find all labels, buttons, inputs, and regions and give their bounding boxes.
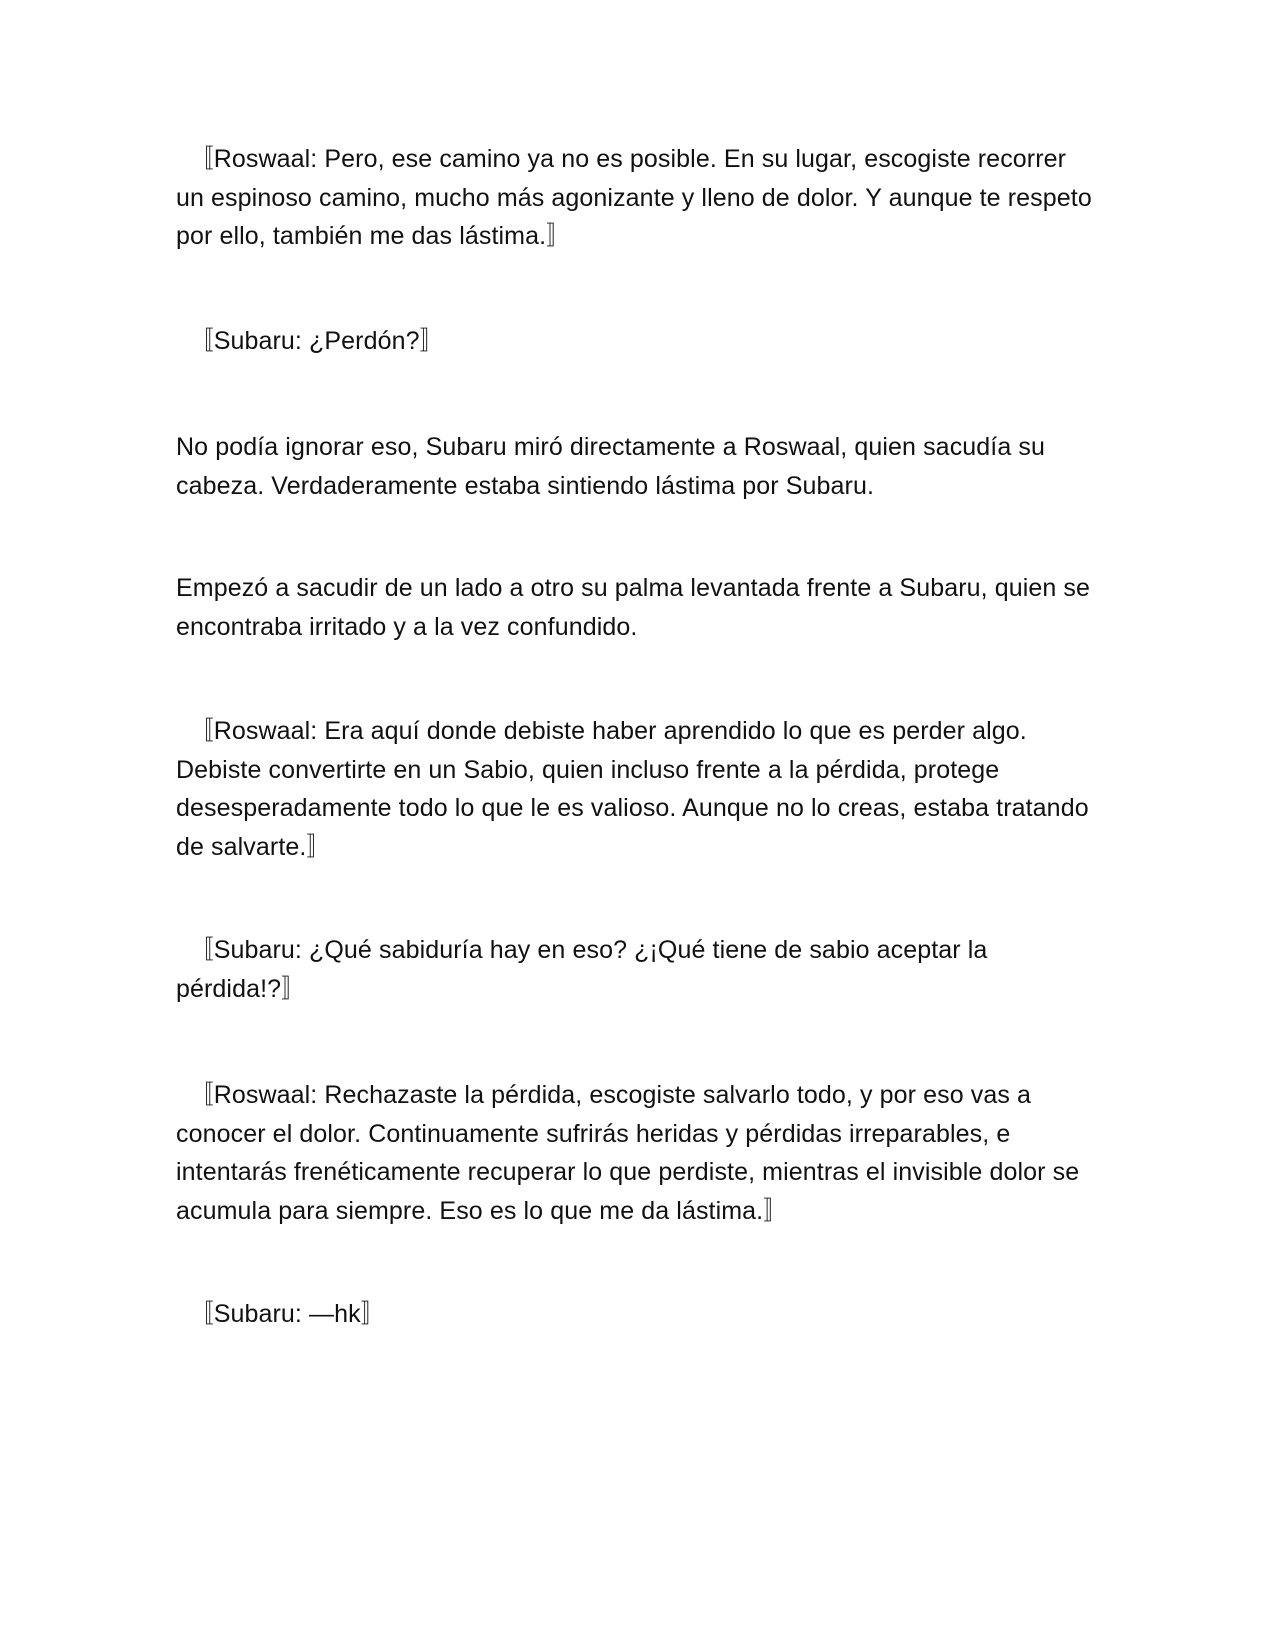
paragraph-roswaal-2: 〚Roswaal: Era aquí donde debiste haber aprendido lo que es perder algo. Debiste convertirte en un Sabio, quien incluso frente a la pérdida, protege desesperadamente todo lo que le es valioso. Aunque no lo creas, estaba tratando de salvarte.〛 — [176, 717, 1089, 861]
paragraph-narration-1: No podía ignorar eso, Subaru miró directamente a Roswaal, quien sacudía su cabeza. Verdaderamente estaba sintiendo lástima por Subaru. — [176, 433, 1045, 500]
paragraph-roswaal-3: 〚Roswaal: Rechazaste la pérdida, escogiste salvarlo todo, y por eso vas a conocer el dolor. Continuamente sufrirás heridas y pérdidas irreparables, e intentarás frenéticamente recuperar lo que perdiste, mientras el invisible dolor se acumula para siempre. Eso es lo que me da lástima.〛 — [176, 1081, 1080, 1225]
paragraph-roswaal-1: 〚Roswaal: Pero, ese camino ya no es posible. En su lugar, escogiste recorrer un espinoso camino, mucho más agonizante y lleno de dolor. Y aunque te respeto por ello, también me das lástima.〛 — [176, 145, 1092, 250]
paragraph-subaru-3: 〚Subaru: —hk〛 — [176, 1300, 386, 1328]
paragraph-subaru-1: 〚Subaru: ¿Perdón?〛 — [176, 327, 445, 355]
paragraph-narration-2: Empezó a sacudir de un lado a otro su palma levantada frente a Subaru, quien se encontraba irritado y a la vez confundido. — [176, 574, 1091, 641]
paragraph-subaru-2: 〚Subaru: ¿Qué sabiduría hay en eso? ¿¡Qué tiene de sabio aceptar la pérdida!?〛 — [176, 936, 988, 1003]
